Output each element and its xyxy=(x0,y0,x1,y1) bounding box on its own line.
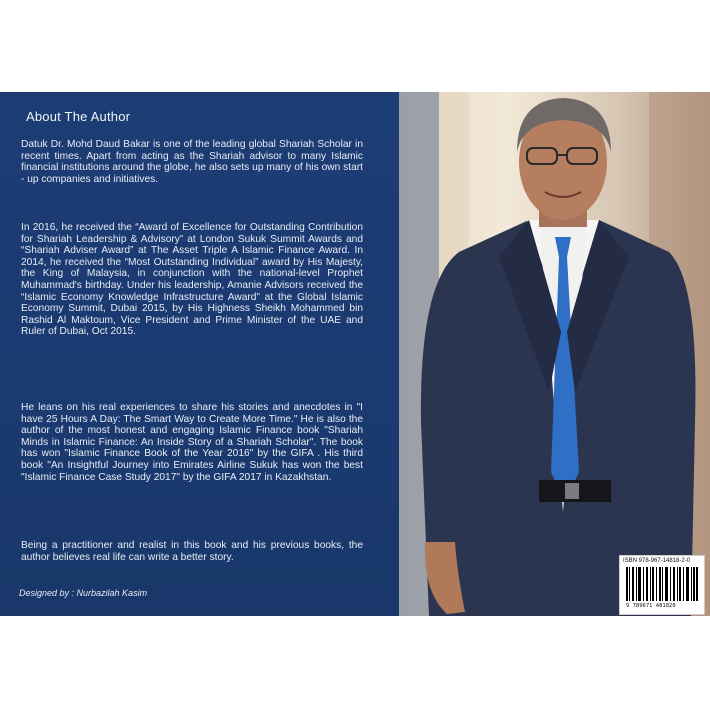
author-photo xyxy=(399,92,710,616)
section-heading: About The Author xyxy=(26,109,131,124)
text-panel xyxy=(0,92,399,616)
isbn-label: ISBN 978-967-14818-2-0 xyxy=(623,558,691,564)
bio-paragraph-2: In 2016, he received the “Award of Excellence for Outstanding Contribution for Shariah Leadership & Advisory” at London Sukuk Summit Awards and “Shariah Adviser Award” at The Asset Triple A Islamic Finance Award. In 2014, he received the “Most Outstanding Individual” award by His Majesty, the King of Malaysia, in conjunction with the national-level Prophet Muhammad's birthday. Under his leadership, Amanie Advisors received the “Islamic Economy Knowledge Infrastructure Award” at the Global Islamic Economy Summit, Dubai 2015, by His Highness Sheikh Mohammed bin Rashid Al Maktoum, Vice President and Prime Minister of the UAE and Ruler of Dubai, Oct 2015. xyxy=(21,222,363,338)
isbn-barcode-block xyxy=(619,555,705,615)
isbn-number: 9 789671 481820 xyxy=(626,603,676,609)
back-cover xyxy=(0,92,710,616)
bio-paragraph-3: He leans on his real experiences to share his stories and anecdotes in "I have 25 Hours A Day: The Smart Way to Create More Time." He is also the author of the most honest and engaging Islamic Finance book "Shariah Minds in Islamic Finance: An Inside Story of a Shariah Scholar". The book has won "Islamic Finance Book of the Year 2016" by the GIFA . His third book "An Insightful Journey into Emirates Airline Sukuk has won the best "Islamic Finance Case Study 2017" by the GIFA 2017 in Kazakhstan. xyxy=(21,402,363,483)
bio-paragraph-4: Being a practitioner and realist in this book and his previous books, the author believes real life can write a better story. xyxy=(21,540,363,563)
photo-panel xyxy=(399,92,710,616)
designer-credit: Designed by : Nurbazilah Kasim xyxy=(19,588,148,598)
barcode-icon xyxy=(626,567,698,601)
bio-paragraph-1: Datuk Dr. Mohd Daud Bakar is one of the leading global Shariah Scholar in recent times. Apart from acting as the Shariah advisor to many Islamic financial institutions around the globe, he also sets up many of his own start - up companies and initiatives. xyxy=(21,139,363,185)
